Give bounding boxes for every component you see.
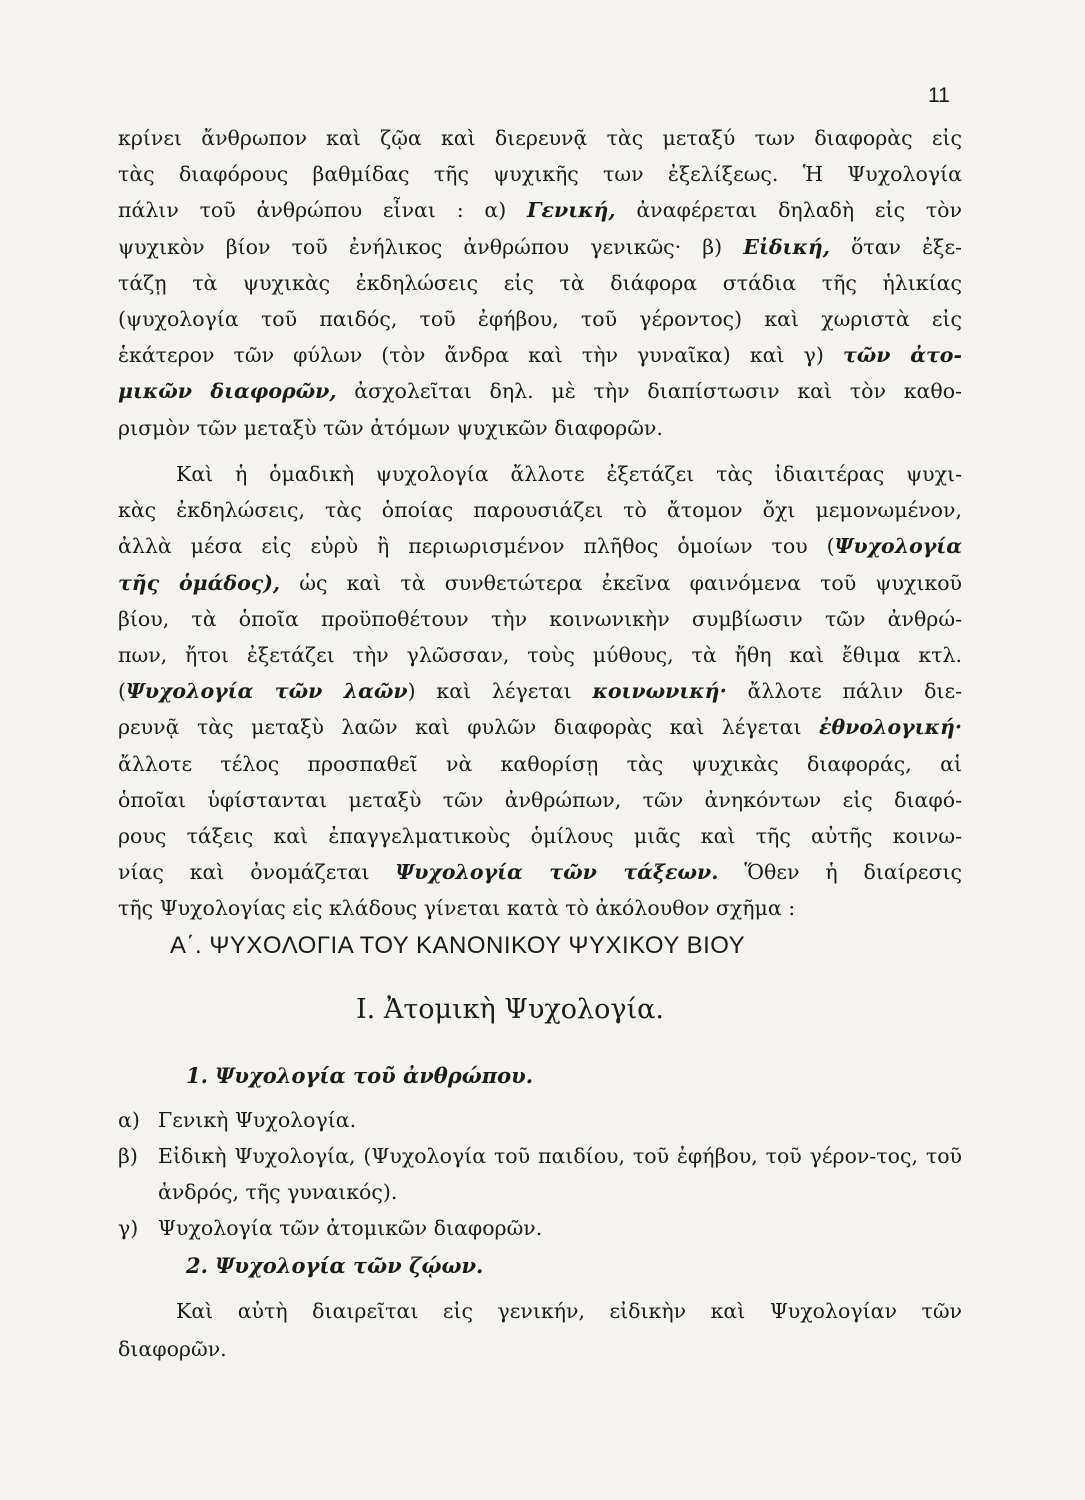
list-text: Ψυχολογία τῶν ἀτομικῶν διαφορῶν. — [158, 1216, 543, 1240]
text-line: κὰς ἐκδηλώσεις, τὰς ὁποίας παρουσιάζει τὸ ἄτομον ὄχι μεμονωμένον, — [118, 498, 962, 523]
emphasis-term: τῆς ὁμάδος), — [118, 570, 281, 595]
text-fragment: ) καὶ λέγεται — [407, 679, 572, 704]
list-item — [118, 1102, 962, 1138]
text-line — [118, 373, 962, 409]
emphasis-term: Ψυχολογία — [834, 534, 962, 559]
text-line: τῆς Ψυχολογίας εἰς κλάδους γίνεται κατὰ τὸ ἀκόλουθον σχῆμα : — [118, 896, 796, 921]
emphasis-term: τῶν ἀτο- — [842, 343, 962, 368]
text-fragment: πάλιν τοῦ ἀνθρώπου εἶναι : α) — [118, 198, 507, 223]
paragraph-2 — [118, 456, 962, 927]
text-line: ρους τάξεις καὶ ἐπαγγελματικοὺς ὁμίλους μιᾶς καὶ τῆς αὐτῆς κοινω- — [118, 824, 962, 849]
emphasis-term: Γενική, — [526, 198, 616, 223]
emphasis-term: Ψυχολογία τῶν τάξεων. — [395, 860, 719, 885]
emphasis-term: Ψυχολογία τῶν λαῶν — [126, 679, 408, 704]
section-2-title: 2. Ψυχολογία τῶν ζῴων. — [186, 1253, 484, 1278]
text-line: τάζῃ τὰ ψυχικὰς ἐκδηλώσεις εἰς τὰ διάφορα στάδια τῆς ἡλικίας — [118, 270, 962, 295]
text-line: πων, ἤτοι ἐξετάζει τὴν γλῶσσαν, τοὺς μύθους, τὰ ἤθη καὶ ἔθιμα κτλ. — [118, 643, 962, 668]
text-fragment: ψυχικὸν βίον τοῦ ἐνήλικος ἀνθρώπου γενικῶς· β) — [118, 234, 723, 259]
text-line — [118, 229, 962, 265]
text-fragment: Ὅθεν ἡ διαίρεσις — [744, 860, 962, 885]
section-1-list — [118, 1102, 962, 1246]
text-line — [118, 709, 962, 745]
heading-individual-psychology: Ι. Ἀτομικὴ Ψυχολογία. — [356, 994, 664, 1025]
list-item — [118, 1138, 962, 1210]
text-fragment: ἀναφέρεται δηλαδὴ εἰς τὸν — [636, 198, 962, 223]
heading-section-a: Α΄. ΨΥΧΟΛΟΓΙΑ ΤΟΥ ΚΑΝΟΝΙΚΟΥ ΨΥΧΙΚΟΥ ΒΙΟΥ — [170, 932, 746, 959]
text-line: ρισμὸν τῶν μεταξὺ τῶν ἀτόμων ψυχικῶν διαφορῶν. — [118, 415, 663, 440]
text-fragment: νίας καὶ ὀνομάζεται — [118, 860, 370, 885]
text-line: Καὶ ἡ ὁμαδικὴ ψυχολογία ἄλλοτε ἐξετάζει τὰς ἰδιαιτέρας ψυχι- — [176, 462, 962, 486]
list-text: Γενικὴ Ψυχολογία. — [158, 1108, 357, 1132]
page-number: 11 — [928, 84, 950, 107]
text-fragment: ἄλλοτε πάλιν διε- — [747, 679, 962, 704]
text-line: διαφορῶν. — [118, 1337, 227, 1361]
list-marker: α) — [118, 1108, 140, 1132]
text-line — [118, 337, 962, 373]
list-marker: β) — [118, 1144, 138, 1168]
text-fragment: ὅταν ἐξε- — [851, 234, 962, 259]
text-fragment: ρευνᾷ τὰς μεταξὺ λαῶν καὶ φυλῶν διαφορὰς καὶ λέγεται — [118, 715, 802, 740]
emphasis-term: μικῶν διαφορῶν, — [118, 379, 337, 404]
text-fragment: ( — [118, 679, 126, 704]
emphasis-term: κοινωνική· — [592, 679, 727, 704]
list-item — [118, 1210, 962, 1246]
text-line: ὁποῖαι ὑφίστανται μεταξὺ τῶν ἀνθρώπων, τῶν ἀνηκόντων εἰς διαφό- — [118, 787, 962, 812]
text-fragment: ἀσχολεῖται δηλ. μὲ τὴν διαπίστωσιν καὶ τὸν καθο- — [354, 379, 962, 404]
emphasis-term: ἐθνολογική· — [819, 715, 962, 740]
text-line — [118, 854, 962, 890]
section-2-text — [118, 1292, 962, 1368]
text-line: (ψυχολογία τοῦ παιδός, τοῦ ἐφήβου, τοῦ γέροντος) καὶ χωριστὰ εἰς — [118, 307, 962, 332]
emphasis-term: Εἰδική, — [743, 234, 830, 259]
text-fragment: ὡς καὶ τὰ συνθετώτερα ἐκεῖνα φαινόμενα τοῦ ψυχικοῦ — [299, 570, 962, 595]
text-line — [118, 528, 962, 564]
text-fragment: ἑκάτερον τῶν φύλων (τὸν ἄνδρα καὶ τὴν γυναῖκα) καὶ γ) — [118, 343, 824, 368]
text-line: κρίνει ἄνθρωπον καὶ ζῷα καὶ διερευνᾷ τὰς μεταξύ των διαφορὰς εἰς — [118, 126, 962, 150]
text-fragment: ἀλλὰ μέσα εἰς εὐρὺ ἢ περιωρισμένον πλῆθος ὁμοίων του ( — [118, 534, 835, 559]
text-line: τὰς διαφόρους βαθμίδας τῆς ψυχικῆς των ἐξελίξεως. Ἡ Ψυχολογία — [118, 162, 962, 187]
list-marker: γ) — [118, 1216, 139, 1240]
text-line: ἄλλοτε τέλος προσπαθεῖ νὰ καθορίσῃ τὰς ψυχικὰς διαφοράς, αἱ — [118, 751, 962, 776]
text-line: Καὶ αὐτὴ διαιρεῖται εἰς γενικήν, εἰδικὴν καὶ Ψυχολογίαν τῶν — [176, 1299, 962, 1323]
list-text: Εἰδικὴ Ψυχολογία, (Ψυχολογία τοῦ παιδίου, τοῦ ἐφήβου, τοῦ γέρον-τος, τοῦ ἀνδρός, τῆς γυναικός). — [158, 1144, 962, 1204]
paragraph-1 — [118, 120, 962, 446]
text-line — [118, 192, 962, 228]
text-line — [118, 673, 962, 709]
text-line: βίου, τὰ ὁποῖα προϋποθέτουν τὴν κοινωνικὴν συμβίωσιν τῶν ἀνθρώ- — [118, 606, 962, 631]
section-1-title: 1. Ψυχολογία τοῦ ἀνθρώπου. — [186, 1063, 534, 1088]
text-line — [118, 565, 962, 601]
